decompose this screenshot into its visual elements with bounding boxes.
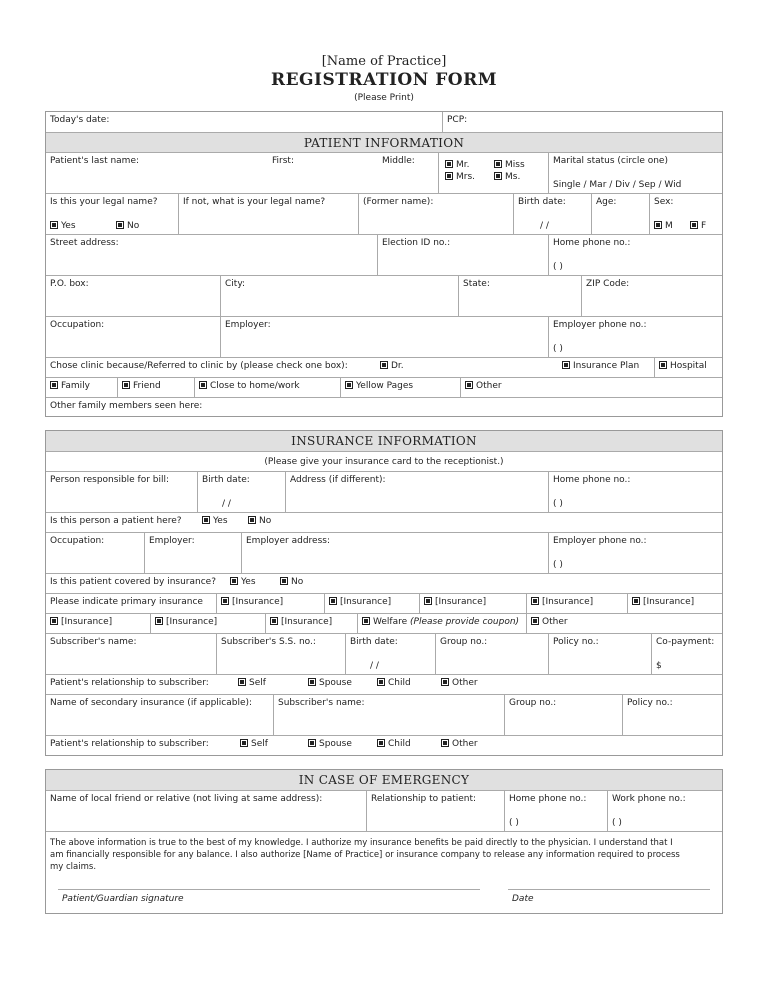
ins-employer-label: Employer: bbox=[149, 536, 195, 546]
checkbox-icon bbox=[380, 361, 388, 369]
checkbox-icon bbox=[240, 739, 248, 747]
title-mrs-label: Mrs. bbox=[456, 172, 476, 182]
legal-name-no-checkbox[interactable] bbox=[116, 221, 139, 231]
responsible-person-field[interactable] bbox=[46, 472, 197, 512]
primary-insurance-option-4[interactable] bbox=[526, 594, 627, 613]
secondary-insurance-label: Name of secondary insurance (if applicable): bbox=[50, 698, 253, 708]
checkbox-icon bbox=[308, 678, 316, 686]
marital-status-label: Marital status (circle one) bbox=[553, 156, 668, 166]
local-friend-label: Name of local friend or relative (not living at same address): bbox=[50, 794, 323, 804]
referral-yellow-pages-option[interactable] bbox=[340, 378, 460, 397]
relationship-self-checkbox[interactable] bbox=[234, 675, 304, 694]
former-name-field[interactable] bbox=[358, 194, 513, 234]
print-note: (Please Print) bbox=[354, 93, 414, 103]
first-name-label: First: bbox=[272, 156, 294, 166]
subscriber-birth-field[interactable] bbox=[345, 634, 435, 674]
relationship-question-2 bbox=[46, 736, 236, 755]
checkbox-icon bbox=[377, 678, 385, 686]
secondary-subscriber-label: Subscriber's name: bbox=[278, 698, 365, 708]
city-label: City: bbox=[225, 279, 246, 289]
subscriber-ss-field[interactable] bbox=[216, 634, 345, 674]
group-no-field[interactable] bbox=[435, 634, 548, 674]
signature-label: Patient/Guardian signature bbox=[62, 894, 184, 904]
self-label: Self bbox=[251, 739, 268, 749]
self-label: Self bbox=[249, 678, 266, 688]
insurance-option-label: [Insurance] bbox=[340, 597, 392, 607]
policy-no-label: Policy no.: bbox=[553, 637, 599, 647]
primary-insurance-label: Please indicate primary insurance bbox=[50, 597, 203, 607]
checkbox-icon bbox=[345, 381, 353, 389]
subscriber-birth-slashes: / / bbox=[370, 661, 379, 671]
responsible-address-field[interactable] bbox=[285, 472, 548, 512]
ins-employer-phone-label: Employer phone no.: bbox=[553, 536, 647, 546]
subscriber-ss-label: Subscriber's S.S. no.: bbox=[221, 637, 316, 647]
subscriber-name-field[interactable] bbox=[46, 634, 216, 674]
responsible-birth-label: Birth date: bbox=[202, 475, 250, 485]
title-options bbox=[438, 153, 548, 193]
yellow-pages-label: Yellow Pages bbox=[356, 381, 414, 391]
legal-name-question bbox=[46, 194, 178, 234]
responsible-home-phone-field[interactable] bbox=[548, 472, 722, 512]
title-ms-label: Ms. bbox=[505, 172, 521, 182]
age-field[interactable] bbox=[591, 194, 649, 234]
copayment-dollar: $ bbox=[656, 661, 662, 671]
emergency-work-phone-field[interactable] bbox=[607, 791, 722, 831]
birth-date-slashes: / / bbox=[540, 221, 549, 231]
other-label: Other bbox=[452, 739, 478, 749]
checkbox-icon bbox=[654, 221, 662, 229]
checkbox-icon bbox=[308, 739, 316, 747]
checkbox-icon bbox=[494, 160, 502, 168]
responsible-label: Person responsible for bill: bbox=[50, 475, 170, 485]
referral-close-option[interactable] bbox=[194, 378, 340, 397]
checkbox-icon bbox=[122, 381, 130, 389]
no-label: No bbox=[291, 577, 304, 587]
responsible-home-phone-parens: ( ) bbox=[553, 499, 563, 509]
referral-dr-label: Dr. bbox=[391, 361, 404, 371]
title-miss-checkbox[interactable] bbox=[494, 160, 525, 170]
chose-clinic-label-cell bbox=[46, 358, 371, 377]
ins-occupation-label: Occupation: bbox=[50, 536, 105, 546]
employer-label: Employer: bbox=[225, 320, 271, 330]
employer-field[interactable] bbox=[220, 317, 548, 357]
former-name-label: (Former name): bbox=[363, 197, 434, 207]
is-patient-label: Is this person a patient here? bbox=[50, 516, 182, 526]
secondary-group-label: Group no.: bbox=[509, 698, 557, 708]
relationship2-self-checkbox[interactable] bbox=[236, 736, 306, 755]
checkbox-icon bbox=[329, 597, 337, 605]
zip-label: ZIP Code: bbox=[586, 279, 630, 289]
practice-name: [Name of Practice] bbox=[321, 54, 447, 69]
relationship-other-checkbox[interactable] bbox=[437, 675, 507, 694]
secondary-subscriber-field[interactable] bbox=[273, 695, 504, 735]
home-phone-label: Home phone no.: bbox=[553, 238, 631, 248]
legal-name-alt-label: If not, what is your legal name? bbox=[183, 197, 326, 207]
age-label: Age: bbox=[596, 197, 617, 207]
emergency-relationship-field[interactable] bbox=[366, 791, 504, 831]
patient-information-section bbox=[45, 111, 723, 417]
authorization-statement bbox=[50, 837, 680, 873]
checkbox-icon bbox=[441, 678, 449, 686]
primary-insurance-question bbox=[46, 594, 216, 613]
is-patient-yes-checkbox[interactable] bbox=[198, 513, 246, 532]
patient-information-heading: PATIENT INFORMATION bbox=[46, 132, 722, 152]
close-label: Close to home/work bbox=[210, 381, 300, 391]
employer-phone-field[interactable] bbox=[548, 317, 722, 357]
po-box-label: P.O. box: bbox=[50, 279, 89, 289]
middle-name-label: Middle: bbox=[382, 156, 415, 166]
primary-insurance-option-1[interactable] bbox=[216, 594, 324, 613]
marital-status-options: Single / Mar / Div / Sep / Wid bbox=[553, 180, 682, 190]
checkbox-icon bbox=[50, 381, 58, 389]
city-field[interactable] bbox=[220, 276, 458, 316]
primary-insurance-option-6[interactable] bbox=[46, 614, 150, 633]
checkbox-icon bbox=[202, 516, 210, 524]
insurance-note: (Please give your insurance card to the receptionist.) bbox=[46, 451, 722, 471]
child-label: Child bbox=[388, 678, 411, 688]
primary-insurance-option-5[interactable] bbox=[627, 594, 722, 613]
subscriber-birth-label: Birth date: bbox=[350, 637, 398, 647]
checkbox-icon bbox=[248, 516, 256, 524]
marital-status-field[interactable] bbox=[548, 153, 722, 193]
last-name-field[interactable] bbox=[46, 153, 268, 193]
friend-label: Friend bbox=[133, 381, 161, 391]
pcp-label: PCP: bbox=[447, 115, 468, 125]
yes-label: Yes bbox=[213, 516, 228, 526]
statement-line-2: am financially responsible for any balance. I also authorize [Name of Practice] or insurance company to release any information required to process bbox=[50, 850, 680, 860]
referral-hospital-option[interactable] bbox=[654, 358, 722, 377]
copayment-label: Co-payment: bbox=[656, 637, 715, 647]
checkbox-icon bbox=[50, 221, 58, 229]
secondary-group-field[interactable] bbox=[504, 695, 622, 735]
yes-label: Yes bbox=[61, 221, 76, 231]
referral-insurance-plan-option[interactable] bbox=[558, 358, 654, 377]
relationship-label: Patient's relationship to subscriber: bbox=[50, 678, 209, 688]
home-phone-field[interactable] bbox=[548, 235, 722, 275]
street-address-label: Street address: bbox=[50, 238, 119, 248]
checkbox-icon bbox=[632, 597, 640, 605]
title-mr-checkbox[interactable] bbox=[445, 160, 470, 170]
other-label: Other bbox=[452, 678, 478, 688]
sex-label: Sex: bbox=[654, 197, 674, 207]
sex-field bbox=[649, 194, 722, 234]
checkbox-icon bbox=[155, 617, 163, 625]
checkbox-icon bbox=[221, 597, 229, 605]
checkbox-icon bbox=[494, 172, 502, 180]
statement-line-1: The above information is true to the best of my knowledge. I authorize my insurance benefits be paid directly to the physician. I understand that I bbox=[50, 838, 673, 848]
other-label: Other bbox=[476, 381, 502, 391]
insurance-option-label: [Insurance] bbox=[542, 597, 594, 607]
secondary-policy-field[interactable] bbox=[622, 695, 722, 735]
checkbox-icon bbox=[199, 381, 207, 389]
insurance-information-section bbox=[45, 430, 723, 756]
checkbox-icon bbox=[116, 221, 124, 229]
emergency-heading: IN CASE OF EMERGENCY bbox=[46, 770, 722, 790]
title-mr-label: Mr. bbox=[456, 160, 470, 170]
ins-employer-phone-field[interactable] bbox=[548, 533, 722, 573]
birth-date-field[interactable] bbox=[513, 194, 591, 234]
title-miss-label: Miss bbox=[505, 160, 525, 170]
checkbox-icon bbox=[562, 361, 570, 369]
checkbox-icon bbox=[445, 172, 453, 180]
ins-employer-address-label: Employer address: bbox=[246, 536, 330, 546]
checkbox-icon bbox=[659, 361, 667, 369]
zip-field[interactable] bbox=[581, 276, 722, 316]
insurance-option-label: [Insurance] bbox=[232, 597, 284, 607]
referral-other-option[interactable] bbox=[460, 378, 722, 397]
po-box-field[interactable] bbox=[46, 276, 220, 316]
ins-employer-field[interactable] bbox=[144, 533, 241, 573]
checkbox-icon bbox=[377, 739, 385, 747]
insurance-option-label: [Insurance] bbox=[61, 617, 113, 627]
covered-no-checkbox[interactable] bbox=[276, 574, 336, 593]
legal-name-label: Is this your legal name? bbox=[50, 197, 158, 207]
primary-insurance-option-2[interactable] bbox=[324, 594, 419, 613]
spouse-label: Spouse bbox=[319, 678, 352, 688]
referral-family-option[interactable] bbox=[46, 378, 117, 397]
family-label: Family bbox=[61, 381, 90, 391]
occupation-label: Occupation: bbox=[50, 320, 105, 330]
referral-friend-option[interactable] bbox=[117, 378, 194, 397]
insurance-information-heading: INSURANCE INFORMATION bbox=[46, 431, 722, 451]
relationship2-spouse-checkbox[interactable] bbox=[304, 736, 374, 755]
responsible-birth-field[interactable] bbox=[197, 472, 285, 512]
occupation-field[interactable] bbox=[46, 317, 220, 357]
checkbox-icon bbox=[441, 739, 449, 747]
checkbox-icon bbox=[424, 597, 432, 605]
relationship2-child-checkbox[interactable] bbox=[373, 736, 437, 755]
insurance-plan-label: Insurance Plan bbox=[573, 361, 640, 371]
no-label: No bbox=[127, 221, 140, 231]
sex-m-checkbox[interactable] bbox=[654, 221, 673, 231]
secondary-insurance-field[interactable] bbox=[46, 695, 273, 735]
checkbox-icon bbox=[238, 678, 246, 686]
relationship-spouse-checkbox[interactable] bbox=[304, 675, 374, 694]
insurance-option-label: [Insurance] bbox=[166, 617, 218, 627]
relationship-question bbox=[46, 675, 234, 694]
responsible-home-phone-label: Home phone no.: bbox=[553, 475, 631, 485]
middle-name-field[interactable] bbox=[378, 153, 438, 193]
state-field[interactable] bbox=[458, 276, 581, 316]
welfare-note: (Please provide coupon) bbox=[410, 617, 520, 627]
hospital-label: Hospital bbox=[670, 361, 707, 371]
ins-occupation-field[interactable] bbox=[46, 533, 144, 573]
street-address-field[interactable] bbox=[46, 235, 377, 275]
emergency-work-phone-label: Work phone no.: bbox=[612, 794, 686, 804]
subscriber-name-label: Subscriber's name: bbox=[50, 637, 137, 647]
signature-line[interactable] bbox=[58, 889, 480, 890]
sex-m-label: M bbox=[665, 221, 673, 231]
insurance-option-label: [Insurance] bbox=[643, 597, 695, 607]
date-line[interactable] bbox=[508, 889, 710, 890]
legal-name-yes-checkbox[interactable] bbox=[50, 221, 76, 231]
spouse-label: Spouse bbox=[319, 739, 352, 749]
responsible-birth-slashes: / / bbox=[222, 499, 231, 509]
welfare-option[interactable] bbox=[357, 614, 526, 633]
welfare-label: Welfare bbox=[373, 617, 408, 627]
insurance-option-label: [Insurance] bbox=[281, 617, 333, 627]
is-patient-question bbox=[46, 513, 198, 532]
title-mrs-checkbox[interactable] bbox=[445, 172, 475, 182]
checkbox-icon bbox=[362, 617, 370, 625]
sex-f-checkbox[interactable] bbox=[690, 221, 706, 231]
home-phone-parens: ( ) bbox=[553, 262, 563, 272]
chose-clinic-label: Chose clinic because/Referred to clinic by (please check one box): bbox=[50, 361, 348, 371]
ins-employer-address-field[interactable] bbox=[241, 533, 548, 573]
relationship-child-checkbox[interactable] bbox=[373, 675, 437, 694]
relationship2-other-checkbox[interactable] bbox=[437, 736, 507, 755]
copayment-field[interactable] bbox=[651, 634, 722, 674]
emergency-work-phone-parens: ( ) bbox=[612, 818, 622, 828]
other-label: Other bbox=[542, 617, 568, 627]
insurance-option-label: [Insurance] bbox=[435, 597, 487, 607]
authorization-block bbox=[46, 831, 722, 913]
title-ms-checkbox[interactable] bbox=[494, 172, 520, 182]
election-id-field[interactable] bbox=[377, 235, 548, 275]
state-label: State: bbox=[463, 279, 490, 289]
checkbox-icon bbox=[270, 617, 278, 625]
local-friend-field[interactable] bbox=[46, 791, 366, 831]
employer-phone-parens: ( ) bbox=[553, 344, 563, 354]
covered-question bbox=[46, 574, 226, 593]
legal-name-field[interactable] bbox=[178, 194, 358, 234]
emergency-home-phone-parens: ( ) bbox=[509, 818, 519, 828]
relationship-label: Patient's relationship to subscriber: bbox=[50, 739, 209, 749]
election-id-label: Election ID no.: bbox=[382, 238, 451, 248]
todays-date-label: Today's date: bbox=[50, 115, 110, 125]
checkbox-icon bbox=[280, 577, 288, 585]
emergency-home-phone-field[interactable] bbox=[504, 791, 607, 831]
sex-f-label: F bbox=[701, 221, 707, 231]
checkbox-icon bbox=[465, 381, 473, 389]
primary-insurance-option-8[interactable] bbox=[265, 614, 357, 633]
statement-line-3: my claims. bbox=[50, 862, 97, 872]
ins-employer-phone-parens: ( ) bbox=[553, 560, 563, 570]
group-no-label: Group no.: bbox=[440, 637, 488, 647]
checkbox-icon bbox=[230, 577, 238, 585]
birth-date-label: Birth date: bbox=[518, 197, 566, 207]
policy-no-field[interactable] bbox=[548, 634, 651, 674]
referral-dr-option[interactable] bbox=[376, 358, 556, 377]
covered-label: Is this patient covered by insurance? bbox=[50, 577, 216, 587]
employer-phone-label: Employer phone no.: bbox=[553, 320, 647, 330]
yes-label: Yes bbox=[241, 577, 256, 587]
covered-yes-checkbox[interactable] bbox=[226, 574, 276, 593]
primary-insurance-option-7[interactable] bbox=[150, 614, 265, 633]
emergency-section bbox=[45, 769, 723, 914]
secondary-policy-label: Policy no.: bbox=[627, 698, 673, 708]
checkbox-icon bbox=[445, 160, 453, 168]
other-family-field[interactable] bbox=[46, 398, 722, 417]
form-title: REGISTRATION FORM bbox=[270, 70, 498, 90]
checkbox-icon bbox=[690, 221, 698, 229]
is-patient-no-checkbox[interactable] bbox=[244, 513, 304, 532]
first-name-field[interactable] bbox=[268, 153, 378, 193]
other-family-label: Other family members seen here: bbox=[50, 401, 203, 411]
todays-date-field[interactable] bbox=[46, 112, 442, 132]
no-label: No bbox=[259, 516, 272, 526]
responsible-address-label: Address (if different): bbox=[290, 475, 386, 485]
primary-insurance-option-3[interactable] bbox=[419, 594, 526, 613]
pcp-field[interactable] bbox=[442, 112, 722, 132]
checkbox-icon bbox=[531, 597, 539, 605]
child-label: Child bbox=[388, 739, 411, 749]
insurance-other-option[interactable] bbox=[526, 614, 722, 633]
last-name-label: Patient's last name: bbox=[50, 156, 140, 166]
emergency-home-phone-label: Home phone no.: bbox=[509, 794, 587, 804]
checkbox-icon bbox=[50, 617, 58, 625]
date-label: Date bbox=[512, 894, 534, 904]
emergency-relationship-label: Relationship to patient: bbox=[371, 794, 477, 804]
checkbox-icon bbox=[531, 617, 539, 625]
